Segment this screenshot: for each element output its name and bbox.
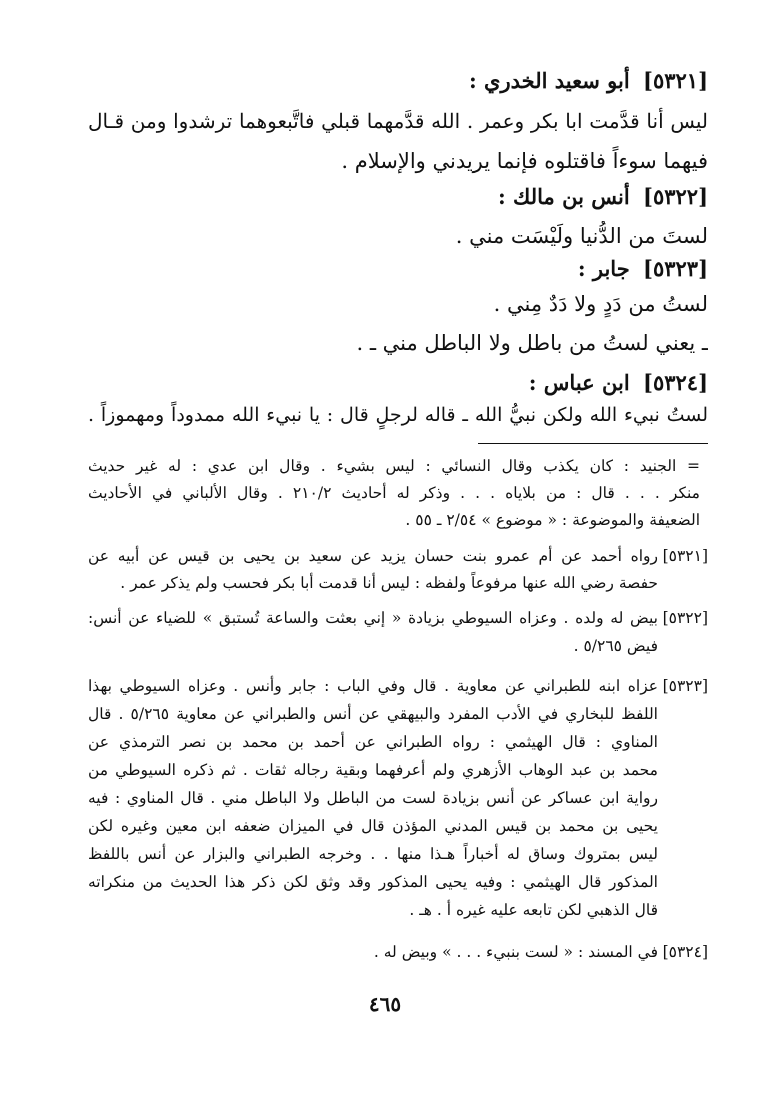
footnote-number: [٥٣٢٤] — [662, 943, 708, 961]
footnote-line: = الجنيد : كان يكذب وقال النسائي : ليس بشيء . وقال ابن عدي : له غير حديث — [88, 457, 700, 475]
hadith-text-line: لستُ نبيء الله ولكن نبيُّ الله ـ قاله لرجلٍ قال : يا نبيء الله ممدوداً ومهموزاً . — [88, 404, 708, 426]
footnote-number: [٥٣٢١] — [662, 547, 708, 565]
entry-number: [٥٣٢٤] — [643, 370, 708, 395]
footnote-line: اللفظ للبخاري في الأدب المفرد والبيهقي عن أنس والطبراني عن معاوية ٥/٢٦٥ . قال — [88, 705, 658, 723]
footnote-line: منكر . . . قال : من بلاياه . . . وذكر له أحاديث ٢١٠/٢ . وقال الألباني في الأحاديث — [88, 484, 700, 502]
footnote-line: محمد بن عبد الوهاب الأزهري ولم أعرفهما وبقية رجاله ثقات . ثم ذكره السيوطي من — [88, 761, 658, 779]
hadith-text-line: فيهما سوءاً فاقتلوه فإنما يريدني والإسلام . — [341, 149, 708, 173]
hadith-text-line: لستُ من دَدٍ ولا دَدٌ مِني . — [493, 292, 708, 316]
narrator-name: جابر : — [577, 256, 630, 281]
page-number: ٤٦٥ — [368, 992, 402, 1016]
footnote-line: ليس بمتروك وساق له أخباراً هـذا منها . . وخرجه الطبراني والبزار عن أنس باللفظ — [88, 845, 658, 863]
footnote-line: رواه أحمد عن أم عمرو بنت حسان يزيد عن سعيد بن يحيى بن قيس عن أبيه عن — [88, 547, 658, 565]
narrator-name: أنس بن مالك : — [497, 184, 630, 209]
entry-number: [٥٣٢٢] — [643, 184, 708, 209]
hadith-text-line: ليس أنا قدَّمت ابا بكر وعمر . الله قدَّمهما قبلي فاتَّبعوهما ترشدوا ومن قـال — [88, 109, 708, 133]
footnote-line: بيض له ولده . وعزاه السيوطي بزيادة « إني بعثت والساعة تُستبق » للضياء عن أنس: — [88, 609, 658, 627]
footnote-line: حفصة رضي الله عنها مرفوعاً ولفظه : ليس أنا قدمت أبا بكر فحسب ولم يذكر عمر . — [120, 574, 658, 592]
entry-heading — [88, 254, 708, 284]
footnote-line: فيض ٥/٢٦٥ . — [573, 637, 658, 655]
footnote-number: [٥٣٢٢] — [662, 609, 708, 627]
footnote-line: رواية ابن عساكر عن أنس بزيادة لست من الباطل ولا الباطل مني . قال المناوي : فيه — [88, 789, 658, 807]
footnote-number: [٥٣٢٣] — [662, 677, 708, 695]
footnote-line: المناوي : قال الهيثمي : رواه الطبراني عن أحمد بن محمد بن نصر الترمذي عن — [88, 733, 658, 751]
entry-number: [٥٣٢١] — [643, 68, 708, 93]
footnote-line: عزاه ابنه للطبراني عن معاوية . قال وفي الباب : جابر وأنس . وعزاه السيوطي بهذا — [88, 677, 658, 695]
narrator-name: أبو سعيد الخدري : — [468, 68, 630, 93]
footnote-divider — [478, 443, 708, 444]
hadith-text-line: ـ يعني لستُ من باطل ولا الباطل مني ـ . — [356, 331, 708, 355]
narrator-name: ابن عباس : — [528, 370, 630, 395]
footnote-line: في المسند : « لست بنبيء . . . » وبيض له . — [373, 943, 658, 961]
entry-heading — [88, 368, 708, 398]
footnote-line: المذكور قال الهيثمي : وفيه يحيى المذكور وقد وثق لكن ذكر هذا الحديث من منكراته — [88, 873, 658, 891]
footnote-line: قال الذهبي لكن تابعه عليه غيره أ . هـ . — [409, 901, 658, 919]
entry-heading — [88, 182, 708, 212]
entry-heading — [88, 66, 708, 96]
entry-number: [٥٣٢٣] — [643, 256, 708, 281]
footnote-line: الضعيفة والموضوعة : « موضوع » ٢/٥٤ ـ ٥٥ . — [405, 511, 700, 529]
footnote-line: يحيى بن محمد بن قيس المدني المؤذن قال في الميزان ضعفه ابن معين وغيره لكن — [88, 817, 658, 835]
hadith-text-line: لستَ من الدُّنيا ولَيْسَت مني . — [455, 224, 708, 248]
